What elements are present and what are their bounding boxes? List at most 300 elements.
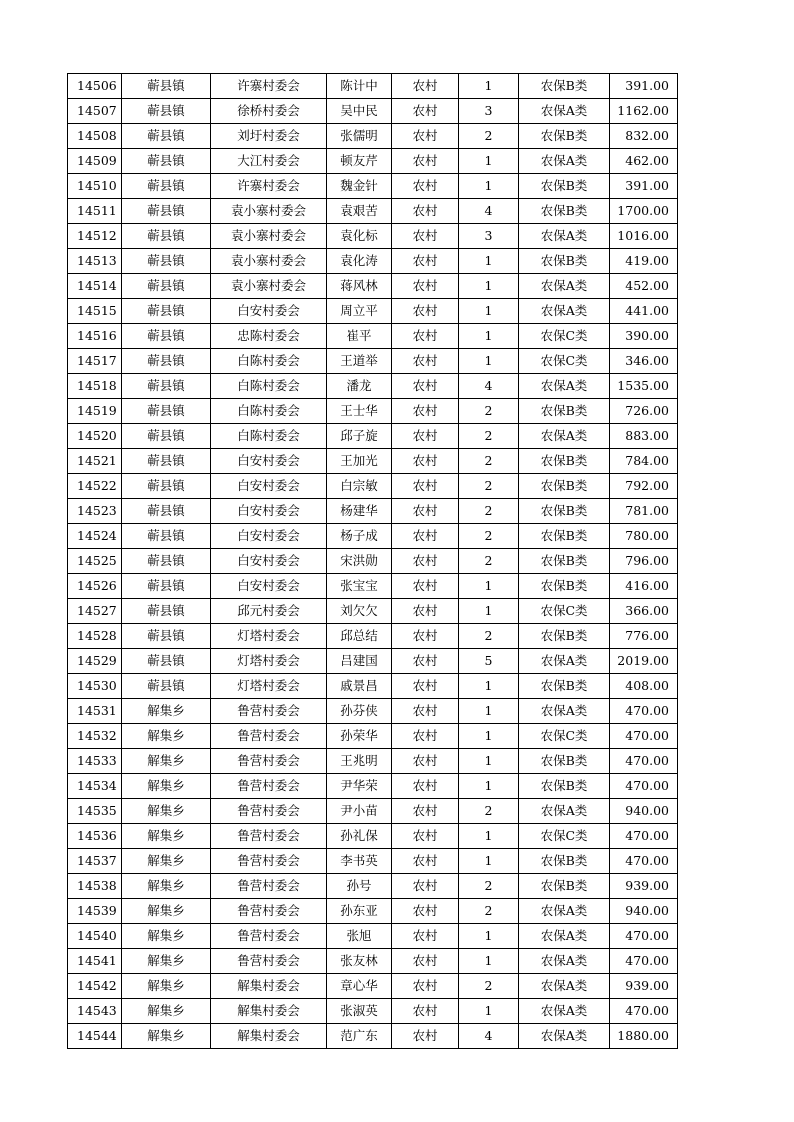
table-row — [68, 1024, 678, 1049]
insurance-category-cell: 农保B类 — [519, 524, 610, 549]
area-type-cell: 农村 — [392, 999, 459, 1024]
table-row — [68, 799, 678, 824]
township-cell: 解集乡 — [122, 924, 211, 949]
area-type-cell: 农村 — [392, 899, 459, 924]
insurance-category-cell: 农保B类 — [519, 674, 610, 699]
household-size-cell: 2 — [459, 524, 519, 549]
table-row — [68, 699, 678, 724]
township-cell: 蕲县镇 — [122, 249, 211, 274]
household-size-cell: 1 — [459, 274, 519, 299]
roster-body — [68, 74, 678, 1049]
insurance-category-cell: 农保A类 — [519, 149, 610, 174]
table-row — [68, 574, 678, 599]
household-size-cell: 4 — [459, 374, 519, 399]
table-row — [68, 774, 678, 799]
area-type-cell: 农村 — [392, 599, 459, 624]
village-committee-cell: 邱元村委会 — [211, 599, 327, 624]
person-name-cell: 李书英 — [327, 849, 392, 874]
township-cell: 蕲县镇 — [122, 449, 211, 474]
area-type-cell: 农村 — [392, 449, 459, 474]
township-cell: 解集乡 — [122, 874, 211, 899]
table-row — [68, 249, 678, 274]
township-cell: 解集乡 — [122, 799, 211, 824]
insurance-category-cell: 农保B类 — [519, 74, 610, 99]
table-row — [68, 149, 678, 174]
record-id-cell: 14507 — [68, 99, 122, 124]
village-committee-cell: 鲁营村委会 — [211, 724, 327, 749]
amount-cell: 470.00 — [610, 724, 678, 749]
household-size-cell: 1 — [459, 74, 519, 99]
household-size-cell: 1 — [459, 699, 519, 724]
amount-cell: 784.00 — [610, 449, 678, 474]
person-name-cell: 张友林 — [327, 949, 392, 974]
table-row — [68, 874, 678, 899]
amount-cell: 781.00 — [610, 499, 678, 524]
township-cell: 蕲县镇 — [122, 674, 211, 699]
household-size-cell: 4 — [459, 1024, 519, 1049]
insurance-category-cell: 农保B类 — [519, 499, 610, 524]
area-type-cell: 农村 — [392, 424, 459, 449]
insurance-category-cell: 农保A类 — [519, 374, 610, 399]
person-name-cell: 杨建华 — [327, 499, 392, 524]
area-type-cell: 农村 — [392, 299, 459, 324]
township-cell: 蕲县镇 — [122, 224, 211, 249]
amount-cell: 470.00 — [610, 999, 678, 1024]
amount-cell: 1162.00 — [610, 99, 678, 124]
amount-cell: 470.00 — [610, 849, 678, 874]
person-name-cell: 张淑英 — [327, 999, 392, 1024]
village-committee-cell: 鲁营村委会 — [211, 874, 327, 899]
amount-cell: 470.00 — [610, 924, 678, 949]
township-cell: 蕲县镇 — [122, 549, 211, 574]
table-row — [68, 124, 678, 149]
person-name-cell: 袁化标 — [327, 224, 392, 249]
table-row — [68, 849, 678, 874]
village-committee-cell: 白安村委会 — [211, 549, 327, 574]
township-cell: 蕲县镇 — [122, 99, 211, 124]
person-name-cell: 顿友芹 — [327, 149, 392, 174]
amount-cell: 470.00 — [610, 949, 678, 974]
table-row — [68, 399, 678, 424]
household-size-cell: 2 — [459, 499, 519, 524]
person-name-cell: 吴中民 — [327, 99, 392, 124]
village-committee-cell: 白安村委会 — [211, 474, 327, 499]
area-type-cell: 农村 — [392, 824, 459, 849]
person-name-cell: 张宝宝 — [327, 574, 392, 599]
person-name-cell: 陈计中 — [327, 74, 392, 99]
township-cell: 蕲县镇 — [122, 349, 211, 374]
household-size-cell: 2 — [459, 474, 519, 499]
amount-cell: 940.00 — [610, 799, 678, 824]
record-id-cell: 14514 — [68, 274, 122, 299]
village-committee-cell: 袁小寨村委会 — [211, 274, 327, 299]
insurance-category-cell: 农保B类 — [519, 199, 610, 224]
area-type-cell: 农村 — [392, 574, 459, 599]
amount-cell: 1700.00 — [610, 199, 678, 224]
amount-cell: 1880.00 — [610, 1024, 678, 1049]
township-cell: 蕲县镇 — [122, 299, 211, 324]
amount-cell: 470.00 — [610, 699, 678, 724]
table-row — [68, 549, 678, 574]
person-name-cell: 周立平 — [327, 299, 392, 324]
amount-cell: 416.00 — [610, 574, 678, 599]
record-id-cell: 14541 — [68, 949, 122, 974]
record-id-cell: 14532 — [68, 724, 122, 749]
person-name-cell: 王加光 — [327, 449, 392, 474]
village-committee-cell: 鲁营村委会 — [211, 899, 327, 924]
table-row — [68, 349, 678, 374]
insurance-category-cell: 农保A类 — [519, 974, 610, 999]
area-type-cell: 农村 — [392, 399, 459, 424]
village-committee-cell: 鲁营村委会 — [211, 924, 327, 949]
township-cell: 蕲县镇 — [122, 474, 211, 499]
area-type-cell: 农村 — [392, 974, 459, 999]
insurance-category-cell: 农保A类 — [519, 224, 610, 249]
person-name-cell: 潘龙 — [327, 374, 392, 399]
township-cell: 蕲县镇 — [122, 199, 211, 224]
amount-cell: 470.00 — [610, 749, 678, 774]
village-committee-cell: 鲁营村委会 — [211, 824, 327, 849]
person-name-cell: 张儒明 — [327, 124, 392, 149]
amount-cell: 390.00 — [610, 324, 678, 349]
area-type-cell: 农村 — [392, 949, 459, 974]
household-size-cell: 1 — [459, 599, 519, 624]
person-name-cell: 邱总结 — [327, 624, 392, 649]
village-committee-cell: 袁小寨村委会 — [211, 249, 327, 274]
area-type-cell: 农村 — [392, 249, 459, 274]
amount-cell: 391.00 — [610, 74, 678, 99]
area-type-cell: 农村 — [392, 674, 459, 699]
record-id-cell: 14529 — [68, 649, 122, 674]
village-committee-cell: 解集村委会 — [211, 999, 327, 1024]
amount-cell: 408.00 — [610, 674, 678, 699]
village-committee-cell: 白安村委会 — [211, 449, 327, 474]
village-committee-cell: 许寨村委会 — [211, 174, 327, 199]
household-size-cell: 2 — [459, 624, 519, 649]
insurance-category-cell: 农保A类 — [519, 99, 610, 124]
record-id-cell: 14515 — [68, 299, 122, 324]
record-id-cell: 14520 — [68, 424, 122, 449]
record-id-cell: 14536 — [68, 824, 122, 849]
person-name-cell: 孙礼保 — [327, 824, 392, 849]
record-id-cell: 14538 — [68, 874, 122, 899]
insurance-category-cell: 农保C类 — [519, 599, 610, 624]
table-row — [68, 949, 678, 974]
insurance-category-cell: 农保B类 — [519, 624, 610, 649]
household-size-cell: 4 — [459, 199, 519, 224]
table-row — [68, 374, 678, 399]
area-type-cell: 农村 — [392, 924, 459, 949]
village-committee-cell: 白安村委会 — [211, 524, 327, 549]
table-row — [68, 174, 678, 199]
amount-cell: 419.00 — [610, 249, 678, 274]
table-row — [68, 824, 678, 849]
area-type-cell: 农村 — [392, 749, 459, 774]
amount-cell: 939.00 — [610, 974, 678, 999]
household-size-cell: 1 — [459, 299, 519, 324]
township-cell: 解集乡 — [122, 699, 211, 724]
amount-cell: 939.00 — [610, 874, 678, 899]
village-committee-cell: 袁小寨村委会 — [211, 224, 327, 249]
table-row — [68, 324, 678, 349]
household-size-cell: 2 — [459, 874, 519, 899]
insurance-category-cell: 农保B类 — [519, 449, 610, 474]
table-row — [68, 299, 678, 324]
household-size-cell: 1 — [459, 349, 519, 374]
village-committee-cell: 鲁营村委会 — [211, 749, 327, 774]
amount-cell: 470.00 — [610, 824, 678, 849]
household-size-cell: 3 — [459, 224, 519, 249]
record-id-cell: 14531 — [68, 699, 122, 724]
person-name-cell: 刘欠欠 — [327, 599, 392, 624]
record-id-cell: 14526 — [68, 574, 122, 599]
record-id-cell: 14524 — [68, 524, 122, 549]
record-id-cell: 14527 — [68, 599, 122, 624]
table-row — [68, 424, 678, 449]
township-cell: 蕲县镇 — [122, 499, 211, 524]
record-id-cell: 14508 — [68, 124, 122, 149]
area-type-cell: 农村 — [392, 799, 459, 824]
area-type-cell: 农村 — [392, 724, 459, 749]
village-committee-cell: 白安村委会 — [211, 499, 327, 524]
insurance-category-cell: 农保B类 — [519, 124, 610, 149]
amount-cell: 796.00 — [610, 549, 678, 574]
area-type-cell: 农村 — [392, 124, 459, 149]
township-cell: 蕲县镇 — [122, 124, 211, 149]
area-type-cell: 农村 — [392, 774, 459, 799]
amount-cell: 726.00 — [610, 399, 678, 424]
record-id-cell: 14518 — [68, 374, 122, 399]
township-cell: 蕲县镇 — [122, 174, 211, 199]
record-id-cell: 14522 — [68, 474, 122, 499]
area-type-cell: 农村 — [392, 474, 459, 499]
township-cell: 解集乡 — [122, 974, 211, 999]
village-committee-cell: 鲁营村委会 — [211, 699, 327, 724]
village-committee-cell: 白陈村委会 — [211, 374, 327, 399]
amount-cell: 441.00 — [610, 299, 678, 324]
household-size-cell: 1 — [459, 324, 519, 349]
person-name-cell: 章心华 — [327, 974, 392, 999]
township-cell: 解集乡 — [122, 774, 211, 799]
record-id-cell: 14530 — [68, 674, 122, 699]
insurance-category-cell: 农保B类 — [519, 774, 610, 799]
insurance-category-cell: 农保A类 — [519, 649, 610, 674]
village-committee-cell: 白陈村委会 — [211, 399, 327, 424]
person-name-cell: 王士华 — [327, 399, 392, 424]
household-size-cell: 2 — [459, 799, 519, 824]
household-size-cell: 1 — [459, 574, 519, 599]
area-type-cell: 农村 — [392, 524, 459, 549]
table-row — [68, 649, 678, 674]
person-name-cell: 孙荣华 — [327, 724, 392, 749]
area-type-cell: 农村 — [392, 499, 459, 524]
area-type-cell: 农村 — [392, 549, 459, 574]
area-type-cell: 农村 — [392, 849, 459, 874]
record-id-cell: 14513 — [68, 249, 122, 274]
amount-cell: 462.00 — [610, 149, 678, 174]
table-row — [68, 724, 678, 749]
area-type-cell: 农村 — [392, 1024, 459, 1049]
table-row — [68, 449, 678, 474]
record-id-cell: 14544 — [68, 1024, 122, 1049]
insurance-category-cell: 农保C类 — [519, 824, 610, 849]
village-committee-cell: 白安村委会 — [211, 574, 327, 599]
amount-cell: 1535.00 — [610, 374, 678, 399]
person-name-cell: 尹小苗 — [327, 799, 392, 824]
village-committee-cell: 鲁营村委会 — [211, 949, 327, 974]
amount-cell: 1016.00 — [610, 224, 678, 249]
amount-cell: 792.00 — [610, 474, 678, 499]
area-type-cell: 农村 — [392, 374, 459, 399]
area-type-cell: 农村 — [392, 274, 459, 299]
village-committee-cell: 刘圩村委会 — [211, 124, 327, 149]
township-cell: 蕲县镇 — [122, 399, 211, 424]
household-size-cell: 1 — [459, 674, 519, 699]
household-size-cell: 2 — [459, 399, 519, 424]
area-type-cell: 农村 — [392, 74, 459, 99]
township-cell: 蕲县镇 — [122, 624, 211, 649]
table-row — [68, 674, 678, 699]
household-size-cell: 2 — [459, 899, 519, 924]
insurance-category-cell: 农保B类 — [519, 749, 610, 774]
township-cell: 解集乡 — [122, 824, 211, 849]
household-size-cell: 1 — [459, 249, 519, 274]
insurance-category-cell: 农保B类 — [519, 474, 610, 499]
insurance-category-cell: 农保A类 — [519, 899, 610, 924]
insurance-category-cell: 农保B类 — [519, 549, 610, 574]
person-name-cell: 袁化涛 — [327, 249, 392, 274]
record-id-cell: 14539 — [68, 899, 122, 924]
record-id-cell: 14537 — [68, 849, 122, 874]
record-id-cell: 14533 — [68, 749, 122, 774]
village-committee-cell: 鲁营村委会 — [211, 774, 327, 799]
record-id-cell: 14511 — [68, 199, 122, 224]
record-id-cell: 14525 — [68, 549, 122, 574]
table-row — [68, 974, 678, 999]
table-row — [68, 499, 678, 524]
household-size-cell: 2 — [459, 549, 519, 574]
area-type-cell: 农村 — [392, 874, 459, 899]
village-committee-cell: 解集村委会 — [211, 974, 327, 999]
township-cell: 蕲县镇 — [122, 599, 211, 624]
township-cell: 解集乡 — [122, 749, 211, 774]
insurance-category-cell: 农保B类 — [519, 874, 610, 899]
record-id-cell: 14516 — [68, 324, 122, 349]
township-cell: 蕲县镇 — [122, 149, 211, 174]
village-committee-cell: 鲁营村委会 — [211, 849, 327, 874]
amount-cell: 2019.00 — [610, 649, 678, 674]
person-name-cell: 吕建国 — [327, 649, 392, 674]
person-name-cell: 王兆明 — [327, 749, 392, 774]
household-size-cell: 2 — [459, 449, 519, 474]
household-size-cell: 2 — [459, 974, 519, 999]
amount-cell: 391.00 — [610, 174, 678, 199]
table-row — [68, 599, 678, 624]
person-name-cell: 张旭 — [327, 924, 392, 949]
household-size-cell: 1 — [459, 924, 519, 949]
person-name-cell: 孙号 — [327, 874, 392, 899]
township-cell: 蕲县镇 — [122, 274, 211, 299]
amount-cell: 366.00 — [610, 599, 678, 624]
village-committee-cell: 灯塔村委会 — [211, 649, 327, 674]
person-name-cell: 尹华荣 — [327, 774, 392, 799]
township-cell: 解集乡 — [122, 949, 211, 974]
insurance-category-cell: 农保B类 — [519, 174, 610, 199]
village-committee-cell: 许寨村委会 — [211, 74, 327, 99]
household-size-cell: 1 — [459, 749, 519, 774]
insurance-category-cell: 农保B类 — [519, 849, 610, 874]
township-cell: 蕲县镇 — [122, 524, 211, 549]
village-committee-cell: 徐桥村委会 — [211, 99, 327, 124]
table-row — [68, 474, 678, 499]
amount-cell: 470.00 — [610, 774, 678, 799]
area-type-cell: 农村 — [392, 199, 459, 224]
insurance-category-cell: 农保A类 — [519, 299, 610, 324]
insurance-category-cell: 农保A类 — [519, 1024, 610, 1049]
record-id-cell: 14543 — [68, 999, 122, 1024]
amount-cell: 940.00 — [610, 899, 678, 924]
household-size-cell: 1 — [459, 849, 519, 874]
area-type-cell: 农村 — [392, 699, 459, 724]
table-row — [68, 224, 678, 249]
township-cell: 解集乡 — [122, 724, 211, 749]
insurance-category-cell: 农保C类 — [519, 724, 610, 749]
village-committee-cell: 灯塔村委会 — [211, 624, 327, 649]
record-id-cell: 14510 — [68, 174, 122, 199]
village-committee-cell: 袁小寨村委会 — [211, 199, 327, 224]
amount-cell: 452.00 — [610, 274, 678, 299]
household-size-cell: 1 — [459, 999, 519, 1024]
table-row — [68, 274, 678, 299]
record-id-cell: 14528 — [68, 624, 122, 649]
township-cell: 蕲县镇 — [122, 649, 211, 674]
village-committee-cell: 白陈村委会 — [211, 424, 327, 449]
insurance-category-cell: 农保B类 — [519, 574, 610, 599]
table-row — [68, 524, 678, 549]
household-size-cell: 1 — [459, 724, 519, 749]
township-cell: 解集乡 — [122, 999, 211, 1024]
area-type-cell: 农村 — [392, 224, 459, 249]
village-committee-cell: 白安村委会 — [211, 299, 327, 324]
person-name-cell: 崔平 — [327, 324, 392, 349]
area-type-cell: 农村 — [392, 349, 459, 374]
township-cell: 解集乡 — [122, 849, 211, 874]
area-type-cell: 农村 — [392, 649, 459, 674]
amount-cell: 346.00 — [610, 349, 678, 374]
insurance-category-cell: 农保A类 — [519, 274, 610, 299]
village-committee-cell: 白陈村委会 — [211, 349, 327, 374]
area-type-cell: 农村 — [392, 174, 459, 199]
household-size-cell: 5 — [459, 649, 519, 674]
person-name-cell: 孙东亚 — [327, 899, 392, 924]
village-committee-cell: 忠陈村委会 — [211, 324, 327, 349]
insurance-category-cell: 农保A类 — [519, 699, 610, 724]
person-name-cell: 孙芬侠 — [327, 699, 392, 724]
insurance-category-cell: 农保C类 — [519, 324, 610, 349]
insurance-category-cell: 农保A类 — [519, 799, 610, 824]
table-row — [68, 749, 678, 774]
township-cell: 蕲县镇 — [122, 74, 211, 99]
table-row — [68, 99, 678, 124]
table-row — [68, 899, 678, 924]
roster-table — [67, 73, 678, 1049]
household-size-cell: 1 — [459, 174, 519, 199]
area-type-cell: 农村 — [392, 324, 459, 349]
household-size-cell: 3 — [459, 99, 519, 124]
area-type-cell: 农村 — [392, 624, 459, 649]
area-type-cell: 农村 — [392, 149, 459, 174]
person-name-cell: 范广东 — [327, 1024, 392, 1049]
